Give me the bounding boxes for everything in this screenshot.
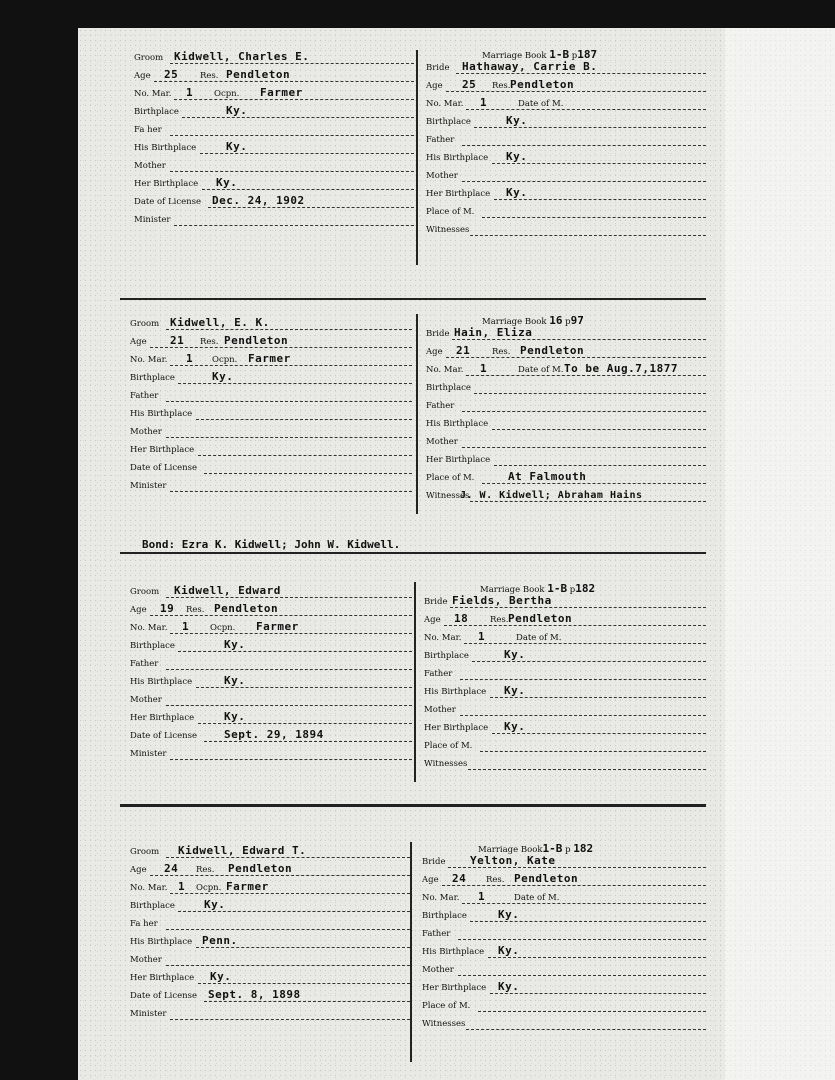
no-mar-label: No. Mar. bbox=[130, 883, 168, 893]
groom-ocpn: Farmer bbox=[256, 620, 299, 633]
date-of-m-label: Date of M. bbox=[518, 99, 564, 109]
page-label: p bbox=[565, 845, 571, 855]
res-label: Res. bbox=[200, 337, 219, 347]
his-birthplace-label: His Birthplace bbox=[130, 937, 193, 947]
date-of-m-label: Date of M. bbox=[518, 365, 564, 375]
marriage-book-label: Marriage Book bbox=[480, 585, 545, 595]
record-divider-vertical bbox=[410, 842, 412, 1062]
minister-label: Minister bbox=[130, 1009, 167, 1019]
marriage-book-value: 1-B bbox=[547, 582, 568, 595]
his-birthplace: Ky. bbox=[498, 944, 520, 957]
his-birthplace-label: His Birthplace bbox=[134, 143, 197, 153]
groom-ocpn: Farmer bbox=[260, 86, 303, 99]
groom-birthplace: Ky. bbox=[212, 370, 234, 383]
age-label: Age bbox=[130, 865, 147, 875]
bride-no-mar: 1 bbox=[480, 96, 488, 109]
marriage-record-1 bbox=[78, 28, 835, 298]
bride-block bbox=[422, 838, 706, 1058]
groom-res: Pendleton bbox=[226, 68, 291, 81]
ocpn-label: Ocpn. bbox=[210, 623, 236, 633]
minister-label: Minister bbox=[130, 749, 167, 759]
bride-name: Yelton, Kate bbox=[470, 854, 556, 867]
her-birthplace-label: Her Birthplace bbox=[424, 723, 489, 733]
his-birthplace: Penn. bbox=[202, 934, 238, 947]
her-birthplace-label: Her Birthplace bbox=[422, 983, 487, 993]
her-birthplace-label: Her Birthplace bbox=[426, 189, 491, 199]
his-birthplace-label: His Birthplace bbox=[130, 409, 193, 419]
marriage-record-4 bbox=[78, 804, 835, 1080]
record-card-page bbox=[78, 28, 835, 1080]
record-divider-vertical bbox=[416, 50, 418, 265]
mother-label: Mother bbox=[426, 171, 458, 181]
his-birthplace-label: His Birthplace bbox=[130, 677, 193, 687]
bride-birthplace: Ky. bbox=[504, 648, 526, 661]
groom-label: Groom bbox=[130, 587, 160, 597]
ocpn-label: Ocpn. bbox=[196, 883, 222, 893]
bride-block bbox=[426, 310, 706, 520]
birthplace-label: Birthplace bbox=[130, 373, 175, 383]
marriage-book-label: Marriage Book bbox=[482, 51, 547, 61]
no-mar-label: No. Mar. bbox=[422, 893, 460, 903]
his-birthplace: Ky. bbox=[226, 140, 248, 153]
groom-no-mar: 1 bbox=[186, 86, 194, 99]
birthplace-label: Birthplace bbox=[424, 651, 469, 661]
page-label: p bbox=[565, 317, 571, 327]
bride-name: Fields, Bertha bbox=[452, 594, 552, 607]
groom-ocpn: Farmer bbox=[226, 880, 269, 893]
marriage-record-2 bbox=[78, 298, 835, 580]
age-label: Age bbox=[422, 875, 439, 885]
mother-label: Mother bbox=[130, 695, 162, 705]
bond-note: Bond: Ezra K. Kidwell; John W. Kidwell. bbox=[142, 538, 401, 551]
page-label: p bbox=[571, 51, 578, 61]
her-birthplace-label: Her Birthplace bbox=[130, 713, 195, 723]
res-label: Res. bbox=[186, 605, 205, 615]
father-label: Father bbox=[426, 401, 455, 411]
place-of-m-label: Place of M. bbox=[426, 473, 475, 483]
witnesses: J. W. Kidwell; Abraham Hains bbox=[460, 490, 643, 501]
bride-name: Hathaway, Carrie B. bbox=[462, 60, 598, 73]
groom-name: Kidwell, Charles E. bbox=[174, 50, 310, 63]
marriage-record-3 bbox=[78, 552, 835, 832]
marriage-book-value: 1-B bbox=[549, 48, 570, 61]
mother-label: Mother bbox=[130, 955, 162, 965]
date-of-license-label: Date of License bbox=[130, 731, 198, 741]
bride-birthplace: Ky. bbox=[498, 908, 520, 921]
father-label: Father bbox=[130, 659, 159, 669]
bride-no-mar: 1 bbox=[478, 890, 486, 903]
groom-age: 24 bbox=[164, 862, 179, 875]
no-mar-label: No. Mar. bbox=[426, 99, 464, 109]
mother-label: Mother bbox=[134, 161, 166, 171]
bride-age: 25 bbox=[462, 78, 477, 91]
bride-res: Pendleton bbox=[514, 872, 579, 885]
date-of-license: Dec. 24, 1902 bbox=[212, 194, 305, 207]
his-birthplace: Ky. bbox=[504, 684, 526, 697]
birthplace-label: Birthplace bbox=[422, 911, 467, 921]
his-birthplace-label: His Birthplace bbox=[426, 153, 489, 163]
no-mar-label: No. Mar. bbox=[130, 623, 168, 633]
bride-age: 18 bbox=[454, 612, 469, 625]
bride-birthplace: Ky. bbox=[506, 114, 528, 127]
witnesses-label: Witnesses bbox=[424, 759, 468, 769]
groom-block bbox=[130, 842, 410, 1052]
father-label: Fa her bbox=[134, 125, 162, 135]
groom-age: 21 bbox=[170, 334, 185, 347]
bride-label: Bride bbox=[424, 597, 448, 607]
groom-res: Pendleton bbox=[228, 862, 293, 875]
age-label: Age bbox=[130, 605, 147, 615]
mother-label: Mother bbox=[130, 427, 162, 437]
marriage-book-label: Marriage Book bbox=[478, 845, 543, 855]
age-label: Age bbox=[134, 71, 151, 81]
her-birthplace: Ky. bbox=[210, 970, 232, 983]
father-label: Father bbox=[424, 669, 453, 679]
date-of-license-label: Date of License bbox=[130, 463, 198, 473]
witnesses-label: Witnesses bbox=[426, 225, 470, 235]
her-birthplace: Ky. bbox=[504, 720, 526, 733]
no-mar-label: No. Mar. bbox=[134, 89, 172, 99]
page-label: p bbox=[569, 585, 576, 595]
age-label: Age bbox=[424, 615, 441, 625]
place-of-m-label: Place of M. bbox=[426, 207, 475, 217]
marriage-book-label: Marriage Book bbox=[482, 317, 547, 327]
bride-res: Pendleton bbox=[510, 78, 575, 91]
date-of-m: To be Aug.7,1877 bbox=[564, 362, 678, 375]
her-birthplace-label: Her Birthplace bbox=[130, 445, 195, 455]
bride-block bbox=[424, 578, 706, 788]
place-of-m-label: Place of M. bbox=[424, 741, 473, 751]
groom-res: Pendleton bbox=[214, 602, 279, 615]
minister-label: Minister bbox=[130, 481, 167, 491]
groom-ocpn: Farmer bbox=[248, 352, 291, 365]
his-birthplace-label: His Birthplace bbox=[422, 947, 485, 957]
groom-label: Groom bbox=[130, 847, 160, 857]
her-birthplace: Ky. bbox=[506, 186, 528, 199]
witnesses-label: Witnesses bbox=[422, 1019, 466, 1029]
groom-label: Groom bbox=[134, 53, 164, 63]
bride-no-mar: 1 bbox=[478, 630, 486, 643]
res-label: Res. bbox=[492, 347, 511, 357]
mother-label: Mother bbox=[424, 705, 456, 715]
marriage-book-value: 16 bbox=[549, 314, 563, 327]
place-of-m: At Falmouth bbox=[508, 470, 587, 483]
record-divider-vertical bbox=[416, 314, 418, 514]
no-mar-label: No. Mar. bbox=[426, 365, 464, 375]
ocpn-label: Ocpn. bbox=[214, 89, 240, 99]
her-birthplace-label: Her Birthplace bbox=[134, 179, 199, 189]
no-mar-label: No. Mar. bbox=[130, 355, 168, 365]
groom-name: Kidwell, Edward bbox=[174, 584, 281, 597]
bride-res: Pendleton bbox=[520, 344, 585, 357]
father-label: Father bbox=[422, 929, 451, 939]
father-label: Fa her bbox=[130, 919, 158, 929]
page-value: 182 bbox=[575, 582, 596, 595]
ocpn-label: Ocpn. bbox=[212, 355, 238, 365]
mother-label: Mother bbox=[422, 965, 454, 975]
groom-block bbox=[130, 314, 412, 514]
groom-block bbox=[130, 582, 412, 782]
groom-label: Groom bbox=[130, 319, 160, 329]
res-label: Res. bbox=[196, 865, 215, 875]
his-birthplace-label: His Birthplace bbox=[426, 419, 489, 429]
place-of-m-label: Place of M. bbox=[422, 1001, 471, 1011]
his-birthplace: Ky. bbox=[224, 674, 246, 687]
groom-birthplace: Ky. bbox=[226, 104, 248, 117]
age-label: Age bbox=[426, 81, 443, 91]
her-birthplace-label: Her Birthplace bbox=[426, 455, 491, 465]
father-label: Father bbox=[426, 135, 455, 145]
date-of-license: Sept. 8, 1898 bbox=[208, 988, 301, 1001]
groom-age: 19 bbox=[160, 602, 175, 615]
birthplace-label: Birthplace bbox=[130, 641, 175, 651]
groom-name: Kidwell, E. K. bbox=[170, 316, 270, 329]
birthplace-label: Birthplace bbox=[426, 117, 471, 127]
age-label: Age bbox=[426, 347, 443, 357]
res-label: Res. bbox=[492, 81, 511, 91]
bride-name: Hain, Eliza bbox=[454, 326, 533, 339]
date-of-m-label: Date of M. bbox=[514, 893, 560, 903]
birthplace-label: Birthplace bbox=[134, 107, 179, 117]
bride-label: Bride bbox=[426, 329, 450, 339]
groom-age: 25 bbox=[164, 68, 179, 81]
record-divider-vertical bbox=[414, 582, 416, 782]
bride-no-mar: 1 bbox=[480, 362, 488, 375]
father-label: Father bbox=[130, 391, 159, 401]
bride-age: 21 bbox=[456, 344, 471, 357]
res-label: Res. bbox=[486, 875, 505, 885]
witnesses-label: Witnesses bbox=[426, 491, 470, 501]
date-of-license-label: Date of License bbox=[134, 197, 202, 207]
res-label: Res. bbox=[490, 615, 509, 625]
groom-block bbox=[134, 48, 414, 268]
age-label: Age bbox=[130, 337, 147, 347]
groom-birthplace: Ky. bbox=[224, 638, 246, 651]
date-of-license: Sept. 29, 1894 bbox=[224, 728, 324, 741]
birthplace-label: Birthplace bbox=[130, 901, 175, 911]
groom-name: Kidwell, Edward T. bbox=[178, 844, 307, 857]
marriage-book-value: 1-B bbox=[542, 842, 563, 855]
page-value: 182 bbox=[573, 842, 594, 855]
his-birthplace: Ky. bbox=[506, 150, 528, 163]
his-birthplace-label: His Birthplace bbox=[424, 687, 487, 697]
her-birthplace: Ky. bbox=[498, 980, 520, 993]
bride-block bbox=[426, 44, 706, 274]
no-mar-label: No. Mar. bbox=[424, 633, 462, 643]
page-value: 97 bbox=[570, 314, 584, 327]
minister-label: Minister bbox=[134, 215, 171, 225]
res-label: Res. bbox=[200, 71, 219, 81]
her-birthplace: Ky. bbox=[224, 710, 246, 723]
date-of-license-label: Date of License bbox=[130, 991, 198, 1001]
date-of-m-label: Date of M. bbox=[516, 633, 562, 643]
bride-label: Bride bbox=[422, 857, 446, 867]
her-birthplace: Ky. bbox=[216, 176, 238, 189]
groom-birthplace: Ky. bbox=[204, 898, 226, 911]
bride-age: 24 bbox=[452, 872, 467, 885]
groom-no-mar: 1 bbox=[186, 352, 194, 365]
mother-label: Mother bbox=[426, 437, 458, 447]
groom-no-mar: 1 bbox=[182, 620, 190, 633]
groom-res: Pendleton bbox=[224, 334, 289, 347]
bride-label: Bride bbox=[426, 63, 450, 73]
page-value: 187 bbox=[577, 48, 598, 61]
birthplace-label: Birthplace bbox=[426, 383, 471, 393]
her-birthplace-label: Her Birthplace bbox=[130, 973, 195, 983]
bride-res: Pendleton bbox=[508, 612, 573, 625]
groom-no-mar: 1 bbox=[178, 880, 186, 893]
